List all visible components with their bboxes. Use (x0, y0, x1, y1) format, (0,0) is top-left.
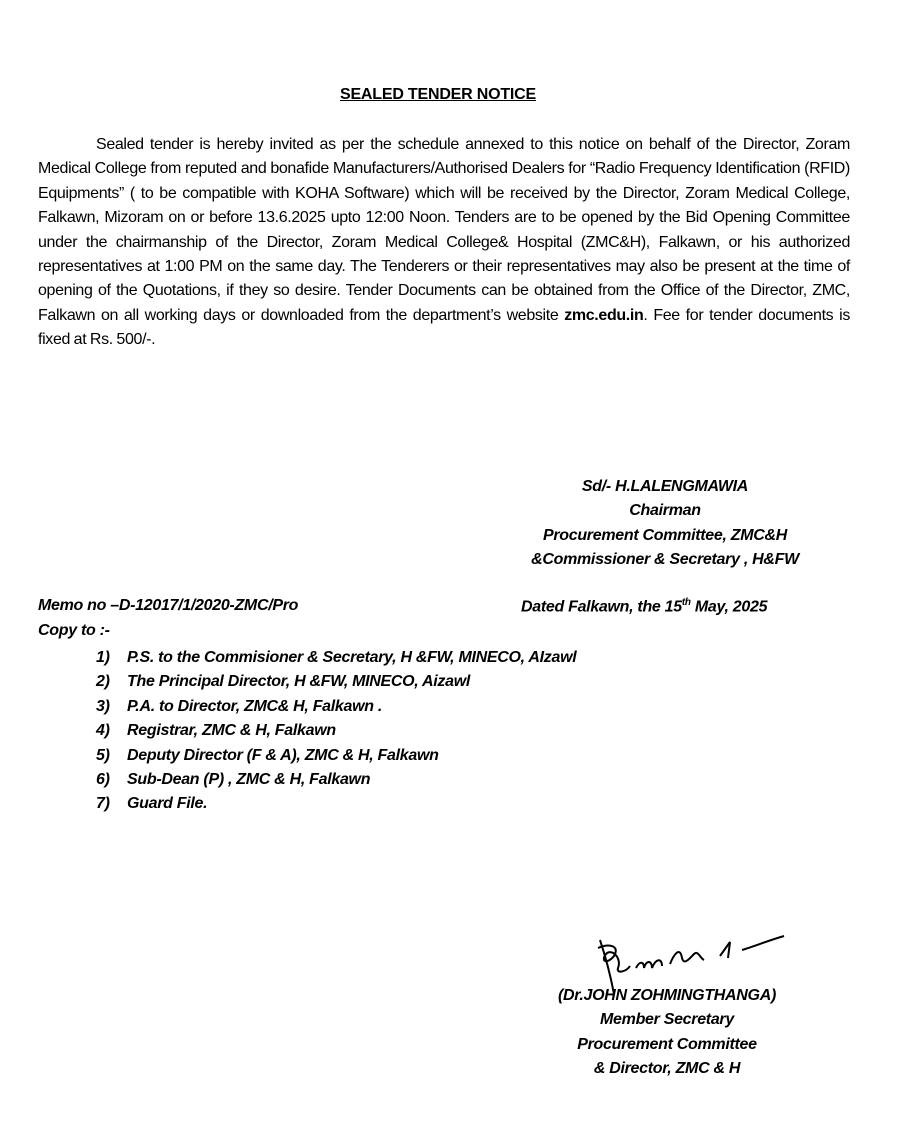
chairman-committee: Procurement Committee, ZMC&H (542, 526, 788, 544)
memo-date-sup: th (681, 597, 691, 608)
notice-body-text: Sealed tender is hereby invited as per the schedule annexed to this notice on behalf of the Director, Zoram Medical College from reputed and bonafide Manufacturers/Authorised Dealers for “Radio Frequency Identification (RFID) Equipments” ( to be compatible with KOHA Software) which will be received by the Director, Zoram Medical College, Falkawn, Mizoram on or before 13.6.2025 upto 12:00 Noon. Tenders are to be opened by the Bid Opening Committee under the chairmanship of the Director, Zoram Medical College& Hospital (ZMC&H), Falkawn, or his authorized representatives at 1:00 PM on the same day. The Tenderers or their representatives may also be present at the time of opening of the Quotations, if they so desire. Tender Documents can be obtained from the Office of the Director, ZMC, Falkawn on all working days or downloaded from the department’s website (38, 136, 850, 324)
secretary-committee: Procurement Committee (577, 1035, 757, 1053)
list-item-text: P.S. to the Commisioner & Secretary, H &FW, MINECO, AIzawl (127, 649, 577, 666)
list-item-text: Deputy Director (F & A), ZMC & H, Falkawn (127, 746, 439, 764)
website-link: zmc.edu.in (564, 306, 644, 324)
secretary-office: & Director, ZMC & H (593, 1060, 741, 1078)
copy-to-label: Copy to :- (38, 622, 110, 639)
list-item-text: Guard File. (127, 795, 208, 813)
notice-body (38, 133, 850, 353)
secretary-name: (Dr.JOHN ZOHMINGTHANGA) (558, 987, 776, 1004)
chairman-name: Sd/- H.LALENGMAWIA (581, 478, 749, 495)
list-item-text: Registrar, ZMC & H, Falkawn (127, 722, 336, 740)
list-item-number: 5) (96, 746, 110, 764)
secretary-signature-block (512, 984, 822, 1082)
notice-body-text-end: . Fee for tender documents is fixed at Rs. 500/-. (38, 306, 851, 349)
list-item (96, 792, 576, 816)
list-item (96, 719, 576, 743)
secretary-role: Member Secretary (600, 1011, 734, 1029)
list-item (96, 744, 576, 768)
list-item (96, 670, 576, 694)
memo-number: Memo no –D-12017/1/2020-ZMC/Pro (38, 597, 299, 614)
list-item-number: 7) (96, 795, 110, 813)
list-item (96, 768, 576, 792)
memo-date-suffix: May, 2025 (690, 598, 768, 616)
list-item (96, 646, 576, 670)
memo-date-prefix: Dated Falkawn, the 15 (521, 598, 682, 616)
list-item-text: P.A. to Director, ZMC& H, Falkawn . (127, 697, 383, 715)
list-item-number: 3) (96, 697, 110, 715)
list-item (96, 695, 576, 719)
notice-title: SEALED TENDER NOTICE (339, 86, 537, 103)
list-item-number: 4) (96, 722, 110, 740)
memo-date (521, 597, 767, 616)
chairman-role: Chairman (629, 502, 701, 520)
copy-list (96, 646, 576, 817)
chairman-office: &Commissioner & Secretary , H&FW (531, 551, 799, 569)
list-item-number: 2) (96, 673, 110, 691)
list-item-number: 6) (96, 771, 110, 789)
list-item-text: Sub-Dean (P) , ZMC & H, Falkawn (127, 771, 371, 789)
list-item-text: The Principal Director, H &FW, MINECO, Aizawl (127, 673, 470, 691)
list-item-number: 1) (96, 649, 110, 666)
chairman-signature-block (495, 475, 835, 573)
